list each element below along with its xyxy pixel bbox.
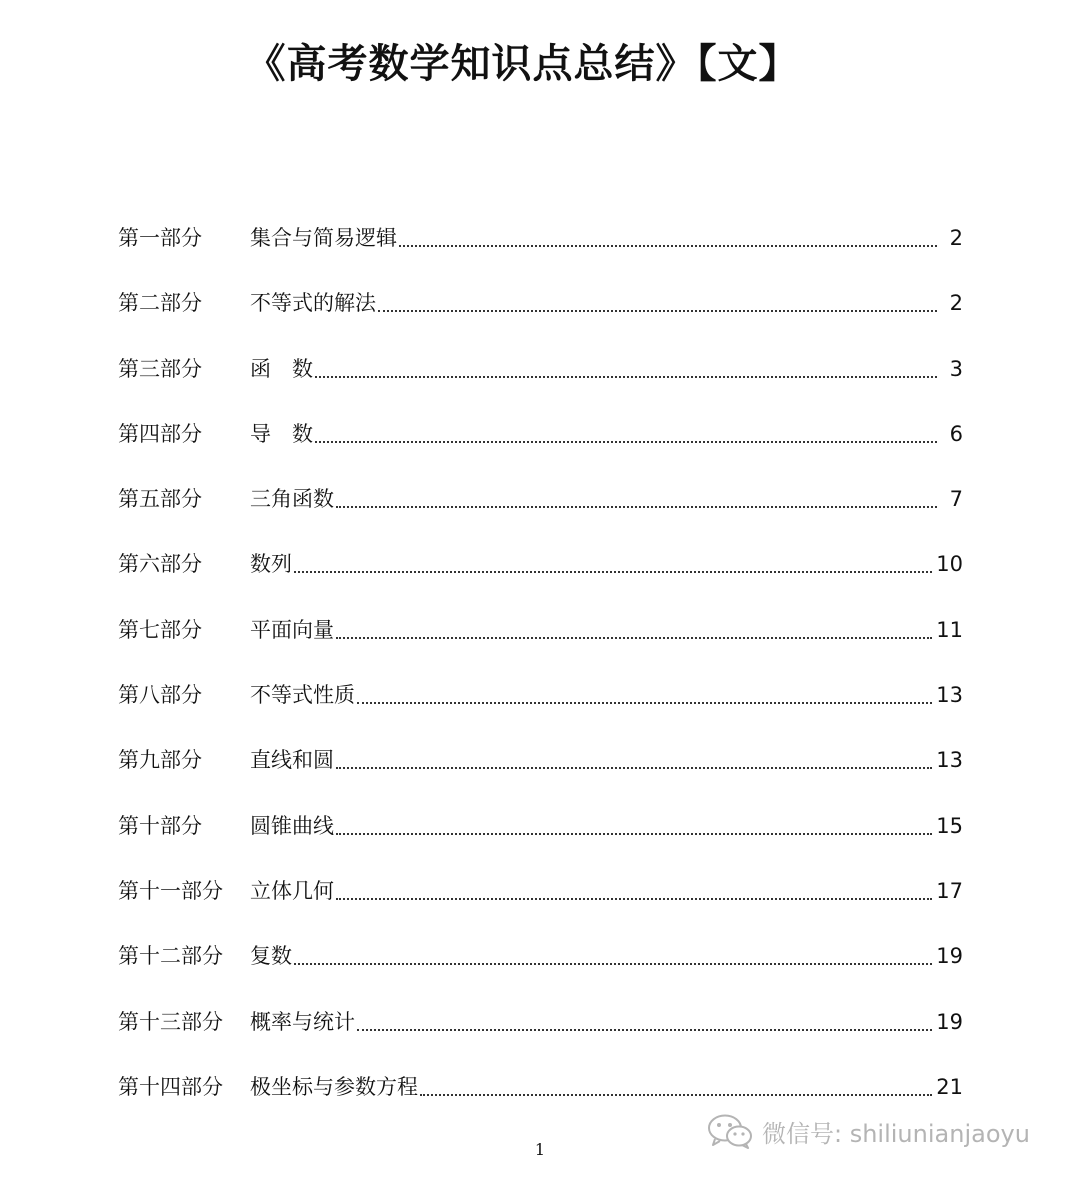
toc-topic: 不等式的解法 [250,291,376,316]
toc-topic: 直线和圆 [250,748,334,773]
toc-page-number: 13 [936,748,963,773]
dot-leader [294,571,932,573]
toc-topic: 不等式性质 [250,683,355,708]
toc-topic: 立体几何 [250,878,334,903]
toc-topic: 圆锥曲线 [250,813,334,838]
toc-topic: 函 数 [250,356,313,381]
dot-leader [336,506,937,508]
dot-leader [420,1094,932,1096]
toc-topic: 平面向量 [250,617,334,642]
dot-leader [357,1029,932,1031]
dot-leader [336,898,932,900]
toc-page-number: 10 [936,552,963,577]
toc-page-number: 2 [949,291,963,316]
toc-part-label: 第八部分 [118,683,202,708]
watermark-text: 微信号: shiliunianjaoyu [762,1119,1030,1148]
toc-part-label: 第四部分 [118,421,202,446]
dot-leader [315,376,937,378]
dot-leader [378,310,937,312]
toc-page-number: 13 [936,683,963,708]
toc-page-number: 19 [936,1009,963,1034]
toc-page-number: 2 [949,226,963,250]
toc-entry [118,479,963,544]
toc-part-label: 第七部分 [118,617,202,642]
toc-page-number: 21 [936,1074,963,1099]
toc-topic: 三角函数 [250,487,334,512]
watermark [706,1113,1030,1149]
toc-part-label: 第九部分 [118,748,202,773]
toc-page-number: 7 [949,487,963,512]
toc-entry [118,740,963,805]
toc-entry [118,414,963,479]
toc-page-number: 17 [936,878,963,903]
table-of-contents [118,218,963,1132]
toc-page-number: 19 [936,944,963,969]
toc-entry [118,544,963,609]
toc-topic: 导 数 [250,421,313,446]
toc-part-label: 第三部分 [118,356,202,381]
toc-page-number: 11 [936,617,963,642]
toc-part-label: 第十部分 [118,813,202,838]
toc-entry [118,349,963,414]
toc-entry [118,936,963,1001]
page-number: 1 [534,1140,546,1159]
toc-part-label: 第十三部分 [118,1009,223,1034]
toc-entry [118,283,963,348]
toc-entry [118,218,963,283]
document-title: 《高考数学知识点总结》【文】 [245,41,800,87]
toc-entry [118,675,963,740]
dot-leader [336,767,932,769]
toc-part-label: 第六部分 [118,552,202,577]
dot-leader [399,245,937,247]
toc-part-label: 第十一部分 [118,878,223,903]
dot-leader [357,702,932,704]
toc-part-label: 第五部分 [118,487,202,512]
toc-topic: 数列 [250,552,292,577]
dot-leader [336,637,932,639]
toc-topic: 概率与统计 [250,1009,355,1034]
dot-leader [294,963,932,965]
wechat-icon [706,1113,754,1149]
dot-leader [336,833,932,835]
toc-topic: 集合与简易逻辑 [250,226,397,250]
dot-leader [315,441,937,443]
toc-page-number: 15 [936,813,963,838]
toc-topic: 极坐标与参数方程 [250,1074,418,1099]
toc-topic: 复数 [250,944,292,969]
toc-part-label: 第一部分 [118,226,202,250]
toc-page-number: 3 [949,356,963,381]
toc-entry [118,610,963,675]
toc-entry [118,806,963,871]
toc-entry [118,1002,963,1067]
toc-part-label: 第十四部分 [118,1074,223,1099]
toc-part-label: 第十二部分 [118,944,223,969]
toc-page-number: 6 [949,421,963,446]
toc-part-label: 第二部分 [118,291,202,316]
toc-entry [118,871,963,936]
